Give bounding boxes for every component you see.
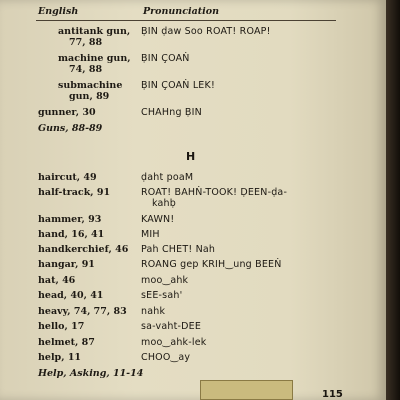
entry-term: hand, 16, 41	[38, 229, 105, 240]
section-letter: H	[186, 150, 196, 163]
entry-term: hangar, 91	[38, 259, 95, 270]
entry-pronunciation: ROAT! BAHṄ-TOOK! ḌEEN-ḍa-	[141, 187, 288, 198]
entry-pronunciation: ḄIN ÇOAṄ	[141, 53, 190, 64]
entry-pronunciation: ROANG gep KRIH‿ung BEEṄ	[141, 259, 282, 270]
entry-term: help, 11	[38, 352, 82, 363]
entry-term: machine gun,	[58, 53, 131, 64]
entry-term: handkerchief, 46	[38, 244, 129, 255]
entry-term-pages: gun, 89	[69, 91, 110, 102]
entry-term: hello, 17	[38, 321, 85, 332]
entry-pronunciation: CHAHng ḄIN	[141, 107, 202, 118]
entry-term: head, 40, 41	[38, 290, 104, 301]
entry-pronunciation: KAWN!	[141, 214, 175, 225]
entry-pronunciation: Pah CHET! Nah	[141, 244, 216, 255]
entry-pronunciation: ḍaht poaM	[141, 172, 194, 183]
entry-pronunciation: moo‿ahk-lek	[141, 337, 207, 348]
entry-term: hat, 46	[38, 275, 76, 286]
entry-term-pages: 74, 88	[69, 64, 103, 75]
entry-term: antitank gun,	[58, 26, 131, 37]
entry-term: heavy, 74, 77, 83	[38, 306, 127, 317]
entry-term: submachine	[58, 80, 123, 91]
entry-pronunciation: ḄIN ḍaw Soo ROAT! ROAP!	[141, 26, 271, 37]
entry-term-crossref: Guns, 88-89	[38, 123, 103, 134]
entry-pronunciation: ḄIN ÇOAṄ LEK!	[141, 80, 215, 91]
entry-term: haircut, 49	[38, 172, 97, 183]
page-number: 115	[322, 389, 343, 400]
entry-pronunciation: MIH	[141, 229, 160, 240]
entry-pronunciation-cont: kahḅ	[152, 198, 177, 209]
entry-term: hammer, 93	[38, 214, 102, 225]
entry-term: gunner, 30	[38, 107, 96, 118]
header-rule	[36, 20, 336, 21]
page-tab-marker	[200, 380, 293, 400]
entry-term: half-track, 91	[38, 187, 111, 198]
entry-pronunciation: CHOO‿ay	[141, 352, 191, 363]
column-header-pronunciation: Pronunciation	[143, 6, 219, 17]
entry-term: helmet, 87	[38, 337, 95, 348]
entry-pronunciation: moo‿ahk	[141, 275, 189, 286]
book-edge	[386, 0, 400, 400]
entry-pronunciation: sEE-sah'	[141, 290, 183, 301]
entry-term-pages: 77, 88	[69, 37, 103, 48]
entry-term-crossref: Help, Asking, 11-14	[38, 368, 144, 379]
entry-pronunciation: nahk	[141, 306, 166, 317]
entry-pronunciation: sa-vaht-DEE	[141, 321, 202, 332]
column-header-english: English	[38, 6, 79, 17]
